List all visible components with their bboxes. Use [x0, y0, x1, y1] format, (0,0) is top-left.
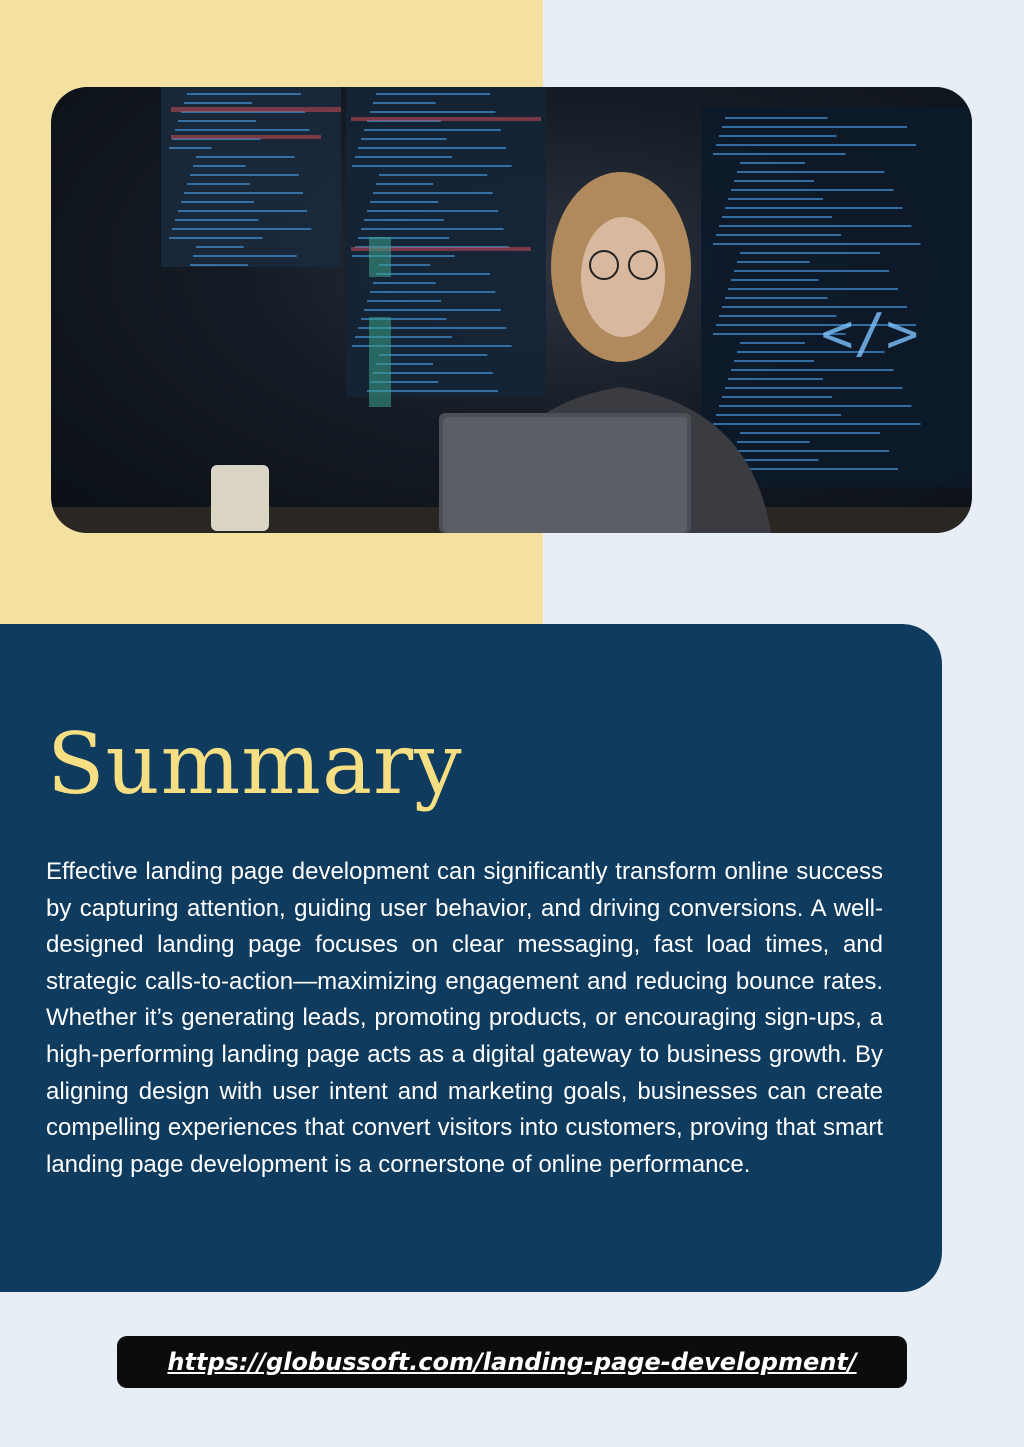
website-link[interactable]: https://globussoft.com/landing-page-development/ — [167, 1348, 857, 1376]
summary-title: Summary — [47, 715, 463, 813]
footer-link-pill — [117, 1336, 907, 1388]
hero-photo-illustration — [51, 87, 972, 533]
summary-body: Effective landing page development can significantly transform online success by capturing attention, guiding user behavior, and driving conversions. A well-designed landing page focuses on clear messaging, fast load times, and strategic calls-to-action—maximizing engagement and reducing bounce rates. Whether it’s generating leads, promoting products, or encouraging sign-ups, a high-performing landing page acts as a digital gateway to business growth. By aligning design with user intent and marketing goals, businesses can create compelling experiences that convert visitors into customers, proving that smart landing page development is a cornerstone of online performance. — [46, 858, 883, 1178]
svg-text:</>: </> — [821, 302, 919, 365]
hero-photo — [51, 87, 972, 533]
